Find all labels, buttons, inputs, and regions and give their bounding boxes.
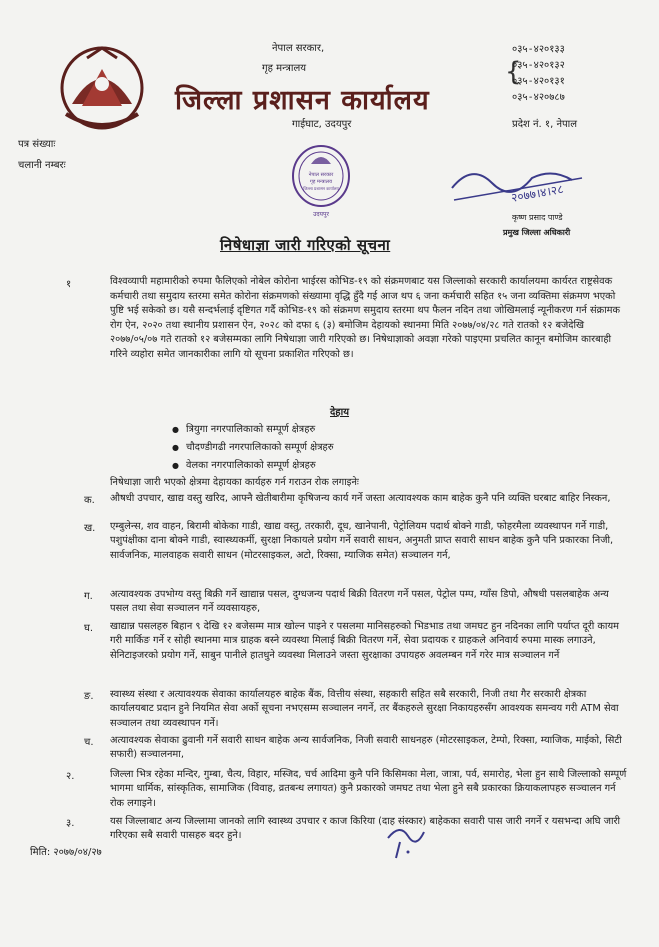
list-item: ● त्रियुगा नगरपालिकाको सम्पूर्ण क्षेत्रहरु	[172, 421, 334, 439]
svg-text:नेपाल सरकार: नेपाल सरकार	[308, 172, 334, 178]
notice-date: मिति: २०७७/०४/२७	[30, 847, 102, 858]
phone-number: ०३५-४२०१३१	[512, 76, 565, 87]
nepal-emblem-logo	[52, 44, 152, 132]
chalani-number-label: चलानी नम्बरः	[18, 160, 66, 171]
sub-item-letter: घ.	[84, 623, 94, 634]
phone-number: ०३५-४२०१३३	[512, 44, 565, 55]
sub-item-text: औषधी उपचार, खाद्य वस्तु खरिद, आफ्नै खेतीबारीमा कृषिजन्य कार्य गर्ने जस्ता अत्यावश्यक काम बाहेक कुनै पनि व्यक्ति घरबाट बाहिर निस्कन,	[110, 493, 611, 504]
dehaya-heading: देहाय	[330, 407, 350, 418]
phone-numbers	[512, 42, 565, 106]
list-item: ● वेलका नगरपालिकाको सम्पूर्ण क्षेत्रहरु	[172, 457, 334, 475]
sub-item-text: अत्यावश्यक सेवाका ढुवानी गर्ने सवारी साधन बाहेक अन्य सार्वजनिक, निजी सवारी साधनहरु (मोटरसाइकल, टेम्पो, रिक्सा, म्याजिक, माईको, सिटी सफारी) सञ्चालनमा,	[110, 735, 622, 761]
pradesh-label: प्रदेश नं. १, नेपाल	[512, 119, 578, 130]
phone-number: ०३५-४२०१३२	[512, 60, 565, 71]
sub-item-letter: ङ.	[84, 691, 94, 702]
sub-item-letter: ख.	[84, 523, 96, 534]
item-paragraph: विश्वव्यापी महामारीको रुपमा फैलिएको नोबेल कोरोना भाईरस कोभिड-१९ को संक्रमणबाट यस जिल्लाको सरकारी कार्यालयमा कार्यरत राष्ट्रसेवक कर्मचारी तथा समुदाय स्तरमा समेत कोरोना संक्रमणको संख्यामा वृद्धि हुँदै गई आज थप ६ जना कर्मचारी सहित १५ जना व्यक्तिमा संक्रमण भएको पुष्टि भई सकेको छ। यसै सन्दर्भलाई दृष्टिगत गर्दै कोभिड-१९ को संक्रमण समुदाय स्तरमा थप फैलन नदिन तथा जोखिमलाई न्यूनीकरण गर्न संक्रामक रोग ऐन, २०२० तथा स्थानीय प्रशासन ऐन, २०२८ को दफा ६ (३) बमोजिम देहायको स्थानमा मिति २०७७/०४/२८ गते रातको १२ बजेदेखि २०७७/०५/०७ गते रातको १२ बजेसम्मका लागि निषेधाज्ञा जारी गरिएको छ। निषेधाज्ञाको अवज्ञा गरेको पाइएमा प्रचलित कानून बमोजिम कारबाही गरिने व्यहोरा समेत जानकारीका लागि यो सूचना प्रकाशित गरिएको छ।	[110, 276, 621, 360]
item-paragraph: यस जिल्लाबाट अन्य जिल्लामा जानको लागि स्वास्थ्य उपचार र काज किरिया (दाह संस्कार) बाहेकका सवारी पास जारी नगर्ने र यसभन्दा अघि जारी गरिएका सबै सवारी पासहरु बदर हुने।	[110, 816, 621, 842]
header-ministry: गृह मन्त्रालय	[262, 63, 307, 74]
signer-title: प्रमुख जिल्ला अधिकारी	[503, 228, 571, 237]
item-paragraph: जिल्ला भित्र रहेका मन्दिर, गुम्बा, चैत्य, विहार, मस्जिद, चर्च आदिमा कुनै पनि किसिमका मेला, जात्रा, पर्व, समारोह, भेला हुन साथै जिल्लाको सम्पूर्ण भागमा धार्मिक, सांस्कृतिक, सामाजिक (विवाह, व्रतबन्ध लगायत) कुनै प्रकारको जमघट तथा भेला हुने सबै प्रकारका क्रियाकलापहरु सञ्चालन गर्न रोक लगाइने।	[110, 769, 627, 809]
bottom-signature	[380, 818, 430, 863]
patra-sankhya-label: पत्र संख्याः	[18, 139, 56, 150]
item-number: ३.	[66, 818, 75, 829]
svg-text:जिल्ला प्रशासन कार्यालय: जिल्ला प्रशासन कार्यालय	[303, 186, 339, 191]
official-stamp	[289, 142, 353, 226]
places-list	[172, 421, 334, 475]
sub-item-text: एम्बुलेन्स, शव वाहन, बिरामी बोकेका गाडी, खाद्य वस्तु, तरकारी, दूध, खानेपानी, पेट्रोलियम पदार्थ बोक्ने गाडी, फोहरमैला व्यवस्थापन गर्ने गाडी, पशुपंक्षीका दाना बोक्ने गाडी, स्वास्थ्यकर्मी, सुरक्षा निकायले प्रयोग गर्ने सवारी साधन, अनुमती प्राप्त सवारी साधन बाहेक कुनै पनि प्रकारका निजी, सार्वजनिक, मालवाहक सवारी साधन (मोटरसाइकल, अटो, रिक्सा, म्याजिक समेत) सञ्चालन गर्न,	[110, 521, 614, 561]
svg-text:उदयपुर: उदयपुर	[313, 211, 329, 218]
sub-item-letter: च.	[84, 737, 94, 748]
item-number: २.	[66, 771, 75, 782]
signature-with-date	[442, 158, 592, 218]
signer-name: कृष्ण प्रसाद पाण्डे	[512, 213, 563, 222]
notice-title: निषेधाज्ञा जारी गरिएको सूचना	[220, 236, 391, 254]
header-place: गाईघाट, उदयपुर	[292, 119, 352, 130]
sub-item-text: अत्यावश्यक उपभोग्य वस्तु बिक्री गर्ने खाद्यान्न पसल, दुग्धजन्य पदार्थ बिक्री वितरण गर्ने पसल, पेट्रोल पम्प, ग्याँस डिपो, औषधी पसलबाहेक अन्य पसल तथा सेवा सञ्चालन गर्ने व्यवसायहरु,	[110, 589, 609, 615]
office-title: जिल्ला प्रशासन कार्यालय	[175, 85, 430, 116]
svg-text:२०७७।४।२८: २०७७।४।२८	[510, 182, 565, 205]
list-item: ● चौदण्डीगढी नगरपालिकाको सम्पूर्ण क्षेत्रहरु	[172, 439, 334, 457]
phone-number: ०३५-४२०७८७	[512, 92, 565, 103]
header-government: नेपाल सरकार,	[272, 43, 325, 54]
sub-item-letter: ग.	[84, 591, 93, 602]
sub-item-text: खाद्यान्न पसलहरु बिहान ९ देखि १२ बजेसम्म मात्र खोल्न पाइने र पसलमा मानिसहरुको भिडभाड तथा जमघट हुन नदिनका लागि पर्याप्त दूरी कायम गरी मार्किङ गर्ने र सोही स्थानमा मात्र ग्राहक बस्ने व्यवस्था मिलाई बिक्री वितरण गर्ने, सेवा प्रदायक र ग्राहकले अनिवार्य रुपमा मास्क लगाउने, सेनिटाइजरको प्रयोग गर्ने, साबुन पानीले हातधुने व्यवस्था मिलाउने जस्ता सुरक्षाका उपायहरु अवलम्बन गर्ने गरेर मात्र सञ्चालन गर्ने	[110, 621, 619, 661]
item-number: १	[66, 279, 72, 290]
lead-text: निषेधाज्ञा जारी भएको क्षेत्रमा देहायका कार्यहरु गर्न गराउन रोक लगाइनेः	[110, 477, 359, 488]
phone-brace: {	[505, 57, 522, 87]
sub-item-letter: क.	[84, 495, 95, 506]
svg-text:गृह मन्त्रालय: गृह मन्त्रालय	[309, 179, 333, 185]
sub-item-text: स्वास्थ्य संस्था र अत्यावश्यक सेवाका कार्यालयहरु बाहेक बैंक, वित्तीय संस्था, सहकारी सहित सबै सरकारी, निजी तथा गैर सरकारी क्षेत्रका कार्यालयबाट प्रदान हुने नियमित सेवा अर्को सूचना नभएसम्म सञ्चालन नगर्ने, तर बैंकहरुले सुरक्षा निकायहरुसँग आवश्यक समन्वय गरी ATM सेवा सञ्चालन तथा व्यवस्थापन गर्ने।	[110, 689, 619, 729]
